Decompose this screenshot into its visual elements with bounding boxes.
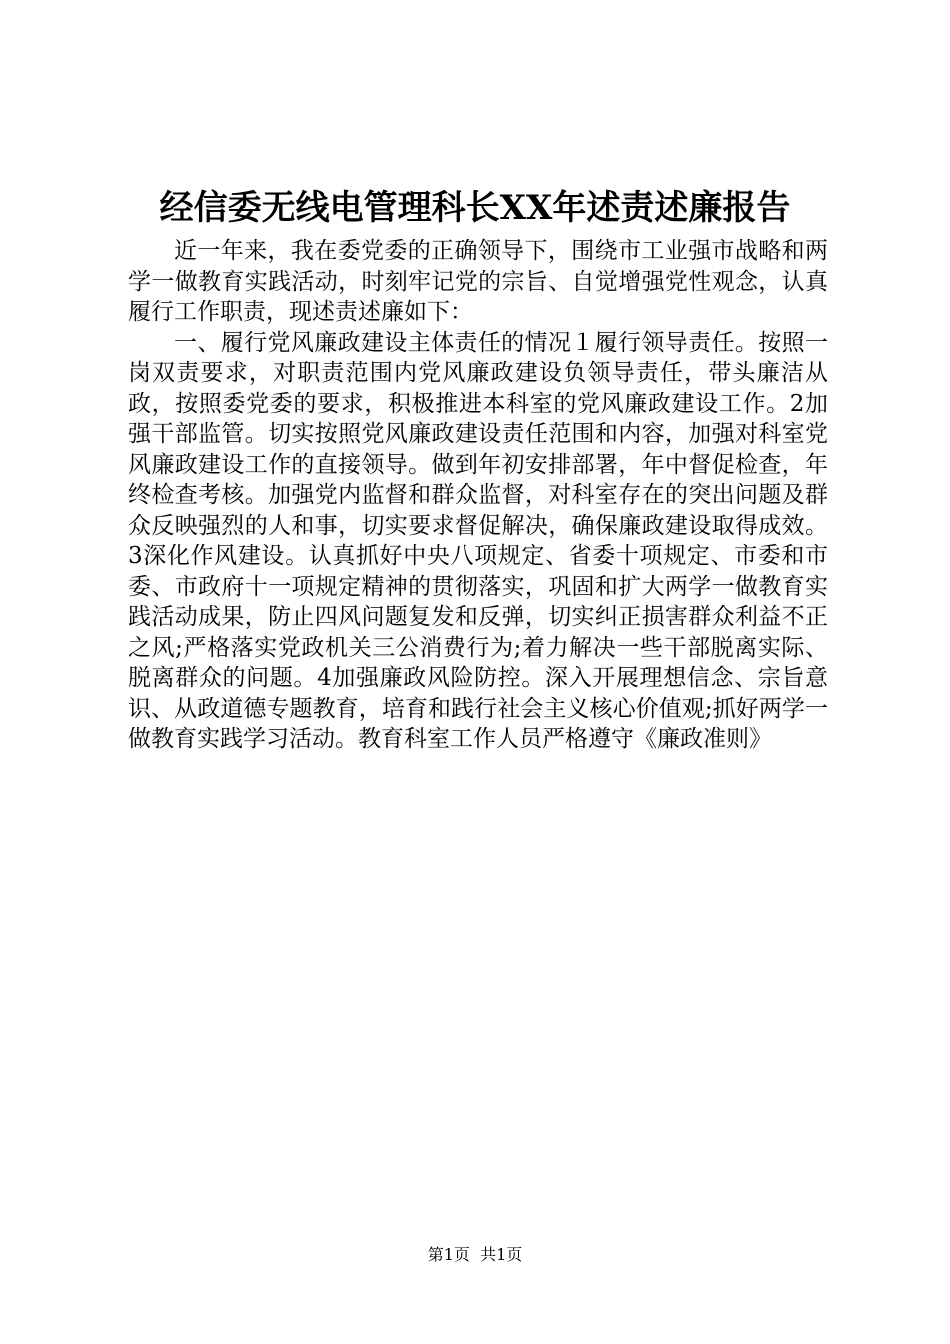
page-number-footer: 第1页 共1页 bbox=[427, 1245, 523, 1264]
document-title: 经信委无线电管理科长XX年述责述廉报告 bbox=[159, 188, 791, 228]
paragraph-intro: 近一年来，我在委党委的正确领导下，围绕市工业强市战略和两学一做教育实践活动，时刻牢记党的宗旨、自觉增强党性观念，认真履行工作职责，现述责述廉如下： bbox=[128, 238, 828, 325]
paragraph-responsibility: 一、履行党风廉政建设主体责任的情况１履行领导责任。按照一岗双责要求，对职责范围内党风廉政建设负领导责任，带头廉洁从政，按照委党委的要求，积极推进本科室的党风廉政建设工作。2加强干部监管。切实按照党风廉政建设责任范围和内容，加强对科室党风廉政建设工作的直接领导。做到年初安排部署，年中督促检查，年终检查考核。加强党内监督和群众监督，对科室存在的突出问题及群众反映强烈的人和事，切实要求督促解决，确保廉政建设取得成效。3深化作风建设。认真抓好中央八项规定、省委十项规定、市委和市委、市政府十一项规定精神的贯彻落实，巩固和扩大两学一做教育实践活动成果，防止四风问题复发和反弹，切实纠正损害群众利益不正之风;严格落实党政机关三公消费行为;着力解决一些干部脱离实际、脱离群众的问题。4加强廉政风险防控。深入开展理想信念、宗旨意识、从政道德专题教育，培育和践行社会主义核心价值观;抓好两学一做教育实践学习活动。教育科室工作人员严格遵守《廉政准则》 bbox=[128, 329, 828, 752]
document-body bbox=[128, 236, 828, 755]
